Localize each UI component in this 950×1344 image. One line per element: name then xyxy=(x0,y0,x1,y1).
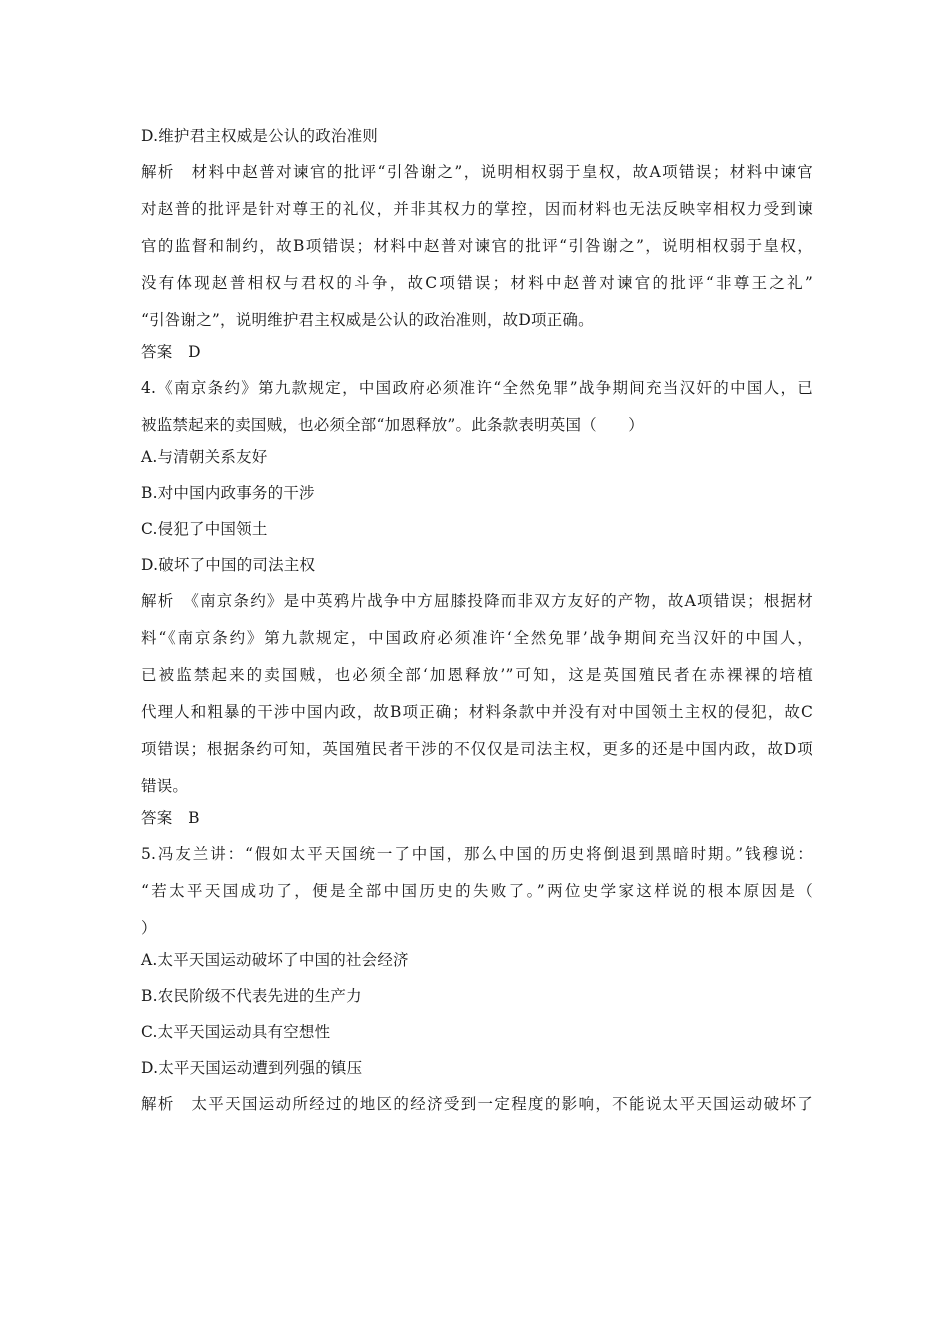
q4-analysis xyxy=(141,590,813,797)
q5-analysis xyxy=(141,1093,813,1115)
q4-option-d: D.破坏了中国的司法主权 xyxy=(141,556,316,574)
analysis-line: 已被监禁起来的卖国贼，也必须全部‘加恩释放’”可知，这是英国殖民者在赤裸裸的培植 xyxy=(141,666,813,684)
analysis-line: 错误。 xyxy=(141,777,189,795)
analysis-line: 料“《南京条约》第九款规定，中国政府必须准许‘全然免罪’战争期间充当汉奸的中国人， xyxy=(141,629,813,647)
q4-option-a: A.与清朝关系友好 xyxy=(141,448,268,466)
q5-option-c: C.太平天国运动具有空想性 xyxy=(141,1023,331,1041)
q4-option-b: B.对中国内政事务的干涉 xyxy=(141,484,315,502)
document-page xyxy=(141,125,813,1125)
q4-answer: 答案 B xyxy=(141,809,200,827)
stem-line: 5.冯友兰讲：“假如太平天国统一了中国，那么中国的历史将倒退到黑暗时期。”钱穆说： xyxy=(141,845,813,863)
analysis-line: “引咎谢之”，说明维护君主权威是公认的政治准则，故D项正确。 xyxy=(141,311,594,329)
q5-option-b: B.农民阶级不代表先进的生产力 xyxy=(141,987,362,1005)
analysis-line: 项错误；根据条约可知，英国殖民者干涉的不仅仅是司法主权，更多的还是中国内政，故D项 xyxy=(141,740,813,758)
q5-stem xyxy=(141,843,813,939)
analysis-line: 解析 太平天国运动所经过的地区的经济受到一定程度的影响，不能说太平天国运动破坏了 xyxy=(141,1095,813,1113)
q3-analysis xyxy=(141,161,813,331)
stem-line: 被监禁起来的卖国贼，也必须全部“加恩释放”。此条款表明英国（ ） xyxy=(141,416,644,434)
q3-option-d: D.维护君主权威是公认的政治准则 xyxy=(141,127,379,145)
analysis-line: 官的监督和制约，故B项错误；材料中赵普对谏官的批评“引咎谢之”，说明相权弱于皇权， xyxy=(141,237,813,255)
q5-option-d: D.太平天国运动遭到列强的镇压 xyxy=(141,1059,363,1077)
stem-line: ） xyxy=(141,919,157,937)
analysis-line: 解析 《南京条约》是中英鸦片战争中方屈膝投降而非双方友好的产物，故A项错误；根据材 xyxy=(141,592,813,610)
analysis-line: 解析 材料中赵普对谏官的批评“引咎谢之”，说明相权弱于皇权，故A项错误；材料中谏官 xyxy=(141,163,813,181)
analysis-line: 没有体现赵普相权与君权的斗争，故C项错误；材料中赵普对谏官的批评“非尊王之礼” xyxy=(141,274,813,292)
q3-answer: 答案 D xyxy=(141,343,201,361)
q4-stem xyxy=(141,377,813,436)
q5-option-a: A.太平天国运动破坏了中国的社会经济 xyxy=(141,951,409,969)
q4-option-c: C.侵犯了中国领土 xyxy=(141,520,268,538)
analysis-line: 代理人和粗暴的干涉中国内政，故B项正确；材料条款中并没有对中国领土主权的侵犯，故C xyxy=(141,703,813,721)
analysis-line: 对赵普的批评是针对尊王的礼仪，并非其权力的掌控，因而材料也无法反映宰相权力受到谏 xyxy=(141,200,813,218)
stem-line: “若太平天国成功了，便是全部中国历史的失败了。”两位史学家这样说的根本原因是（ xyxy=(141,882,813,900)
stem-line: 4.《南京条约》第九款规定，中国政府必须准许“全然免罪”战争期间充当汉奸的中国人，已 xyxy=(141,379,813,397)
